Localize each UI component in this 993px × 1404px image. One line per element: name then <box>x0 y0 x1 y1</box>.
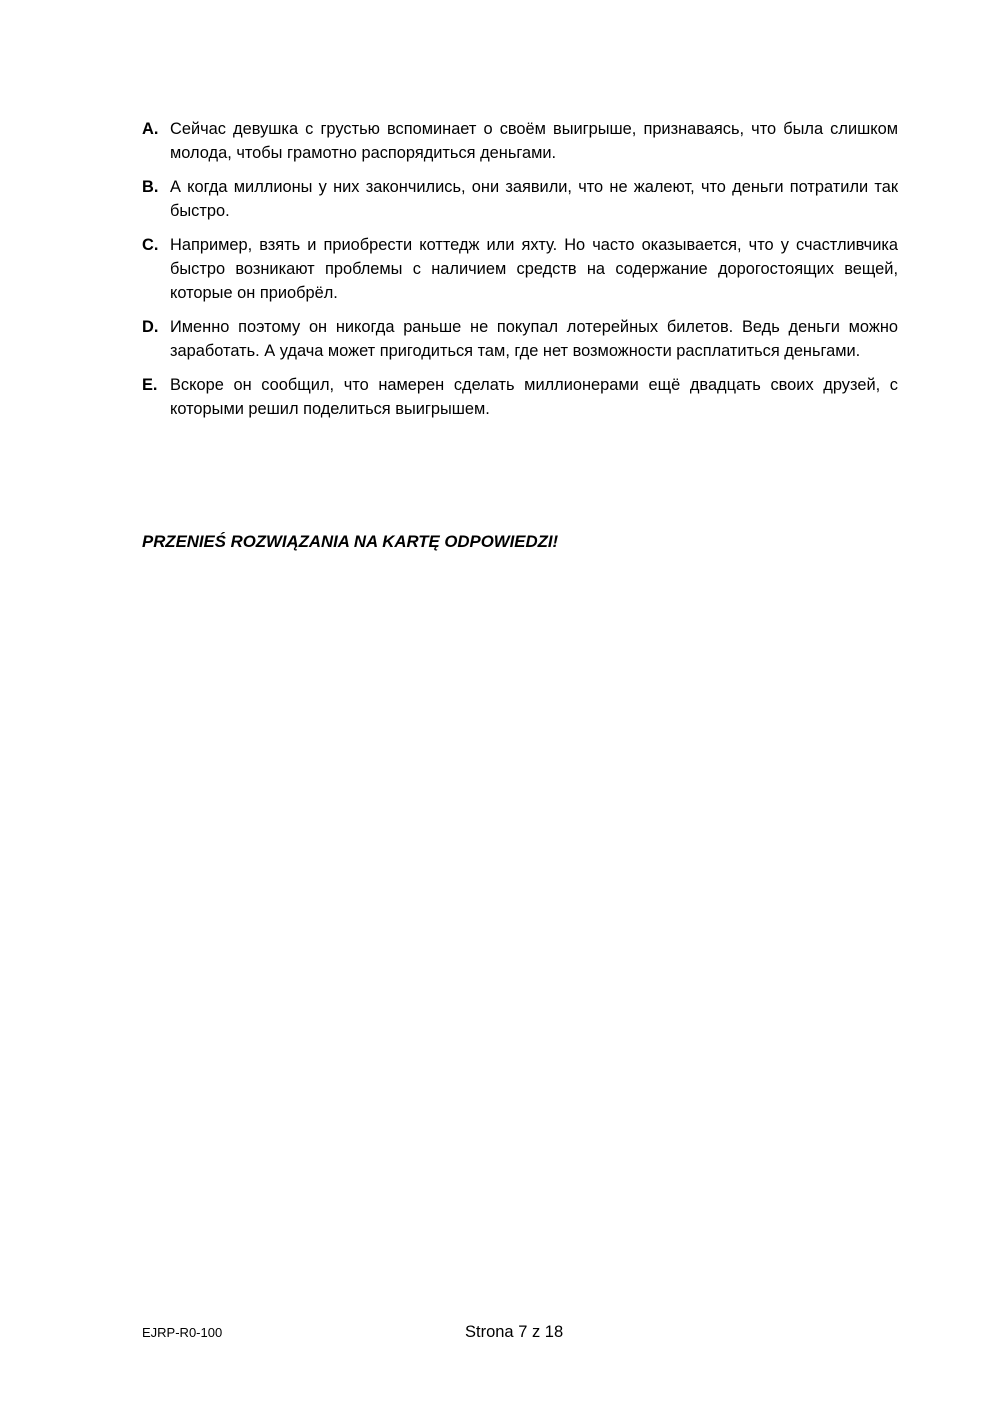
option-a <box>142 117 898 165</box>
option-letter: D. <box>142 318 159 336</box>
option-e <box>142 373 898 421</box>
option-d <box>142 315 898 363</box>
option-text: Вскоре он сообщил, что намерен сделать миллионерами ещё двадцать своих друзей, с которыми решил поделиться выигрышем. <box>170 376 898 418</box>
answer-options-list <box>142 117 898 431</box>
option-c <box>142 233 898 305</box>
option-letter: C. <box>142 236 159 254</box>
option-text: Именно поэтому он никогда раньше не покупал лотерейных билетов. Ведь деньги можно заработать. А удача может пригодиться там, где нет возможности расплатиться деньгами. <box>170 318 898 360</box>
option-letter: A. <box>142 120 159 138</box>
option-text: Сейчас девушка с грустью вспоминает о своём выигрыше, признаваясь, что была слишком молода, чтобы грамотно распорядиться деньгами. <box>170 120 898 162</box>
option-b <box>142 175 898 223</box>
option-letter: B. <box>142 178 159 196</box>
option-text: Например, взять и приобрести коттедж или яхту. Но часто оказывается, что у счастливчика быстро возникают проблемы с наличием средств на содержание дорогостоящих вещей, которые он приобрёл. <box>170 236 898 302</box>
option-text: А когда миллионы у них закончились, они заявили, что не жалеют, что деньги потратили так быстро. <box>170 178 898 220</box>
page-number: Strona 7 z 18 <box>465 1323 564 1341</box>
transfer-answers-instruction: PRZENIEŚ ROZWIĄZANIA NA KARTĘ ODPOWIEDZI! <box>142 532 559 551</box>
option-letter: E. <box>142 376 158 394</box>
exam-code: EJRP-R0-100 <box>142 1325 223 1340</box>
